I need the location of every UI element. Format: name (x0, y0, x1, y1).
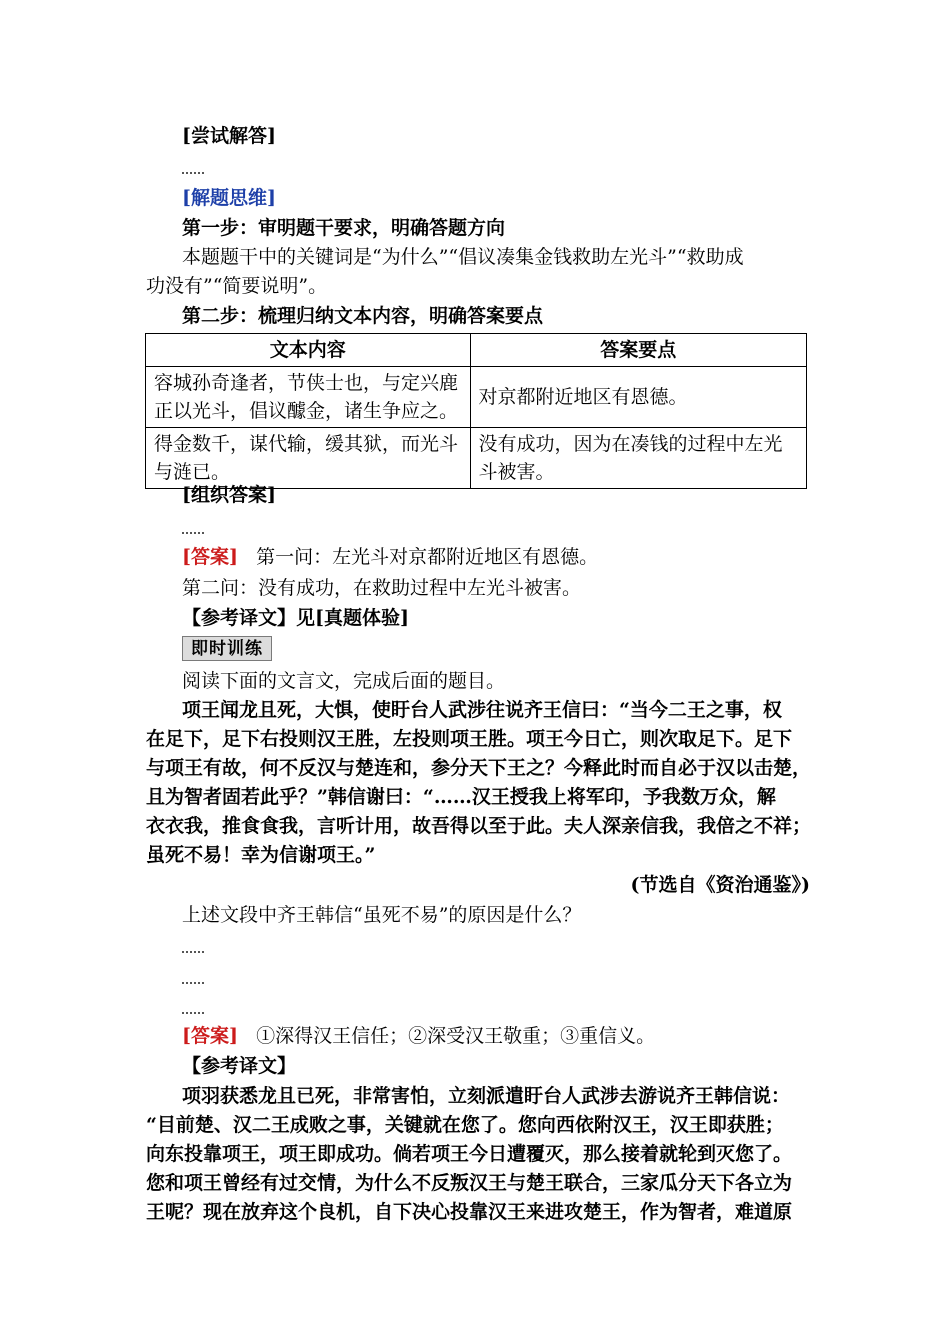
table-header-cell: 文本内容 (146, 334, 471, 367)
answer1-line-2: 第二问：没有成功，在救助过程中左光斗被害。 (182, 577, 582, 599)
table-header-cell: 答案要点 (470, 334, 807, 367)
answer1-line-1 (182, 543, 811, 571)
try-answer-heading: [尝试解答] (182, 125, 276, 147)
passage-line: 衣衣我，推食食我，言听计用，故吾得以至于此。夫人深亲信我，我倍之不祥； (146, 815, 812, 837)
answer-points-table (145, 333, 807, 489)
answer-blank-line (182, 951, 204, 955)
table-row (146, 367, 807, 428)
reference-translation-heading: 【参考译文】 (182, 1055, 297, 1077)
answer-blank-line (182, 172, 204, 176)
passage-line: 且为智者固若此乎？”韩信谢曰：“……汉王授我上将军印，予我数万众，解 (146, 786, 776, 808)
table-cell: 没有成功，因为在凑钱的过程中左光斗被害。 (470, 428, 807, 489)
thinking-heading: [解题思维] (182, 187, 276, 209)
table-cell: 得金数千，谋代输，缓其狱，而光斗与涟已。 (146, 428, 471, 489)
question: 上述文段中齐王韩信“虽死不易”的原因是什么？ (182, 904, 582, 926)
answer2-line (182, 1022, 811, 1050)
step1-body-line-2: 功没有”“简要说明”。 (146, 275, 328, 297)
answer-blank-line (182, 982, 204, 986)
translation-line: 项羽获悉龙且已死，非常害怕，立刻派遣盱台人武涉去游说齐王韩信说： (182, 1085, 791, 1107)
answer-text: ①深得汉王信任；②深受汉王敬重；③重信义。 (256, 1025, 656, 1047)
translation-line: 您和项王曾经有过交情，为什么不反叛汉王与楚王联合，三家瓜分天下各立为 (146, 1172, 793, 1194)
answer-tag: [答案] (182, 546, 238, 568)
translation-line: 向东投靠项王，项王即成功。倘若项王今日遭覆灭，那么接着就轮到灭您了。 (146, 1143, 793, 1165)
answer-text: 第一问：左光斗对京都附近地区有恩德。 (256, 546, 599, 568)
translation-line: “目前楚、汉二王成败之事，关键就在您了。您向西依附汉王，汉王即获胜； (146, 1114, 784, 1136)
instruction: 阅读下面的文言文，完成后面的题目。 (182, 670, 506, 692)
compose-answer-heading: [组织答案] (182, 484, 276, 506)
step2-title: 第二步：梳理归纳文本内容，明确答案要点 (182, 305, 544, 327)
passage-source: (节选自《资治通鉴》) (630, 874, 810, 896)
reference-translation-note: 【参考译文】见[真题体验] (182, 607, 409, 629)
table-row (146, 428, 807, 489)
step1-title: 第一步：审明题干要求，明确答题方向 (182, 217, 506, 239)
translation-line: 王呢？现在放弃这个良机，自下决心投靠汉王来进攻楚王，作为智者，难道原 (146, 1201, 793, 1223)
practice-badge: 即时训练 (182, 636, 272, 661)
table-cell: 容城孙奇逢者，节侠士也，与定兴鹿正以光斗，倡议醵金，诸生争应之。 (146, 367, 471, 428)
passage-line: 在足下，足下右投则汉王胜，左投则项王胜。项王今日亡，则次取足下。足下 (146, 728, 793, 750)
answer-blank-line (182, 1012, 204, 1016)
table-cell: 对京都附近地区有恩德。 (470, 367, 807, 428)
step1-body-line-1: 本题题干中的关键词是“为什么”“倡议凑集金钱救助左光斗”“救助成 (182, 246, 744, 268)
passage-line: 项王闻龙且死，大惧，使盱台人武涉往说齐王信曰：“当今二王之事，权 (182, 699, 782, 721)
table-header-row (146, 334, 807, 367)
passage-line: 虽死不易！幸为信谢项王。” (146, 844, 376, 866)
passage-line: 与项王有故，何不反汉与楚连和，参分天下王之？今释此时而自必于汉以击楚， (146, 757, 812, 779)
answer-tag: [答案] (182, 1025, 238, 1047)
answer-blank-line (182, 532, 204, 536)
